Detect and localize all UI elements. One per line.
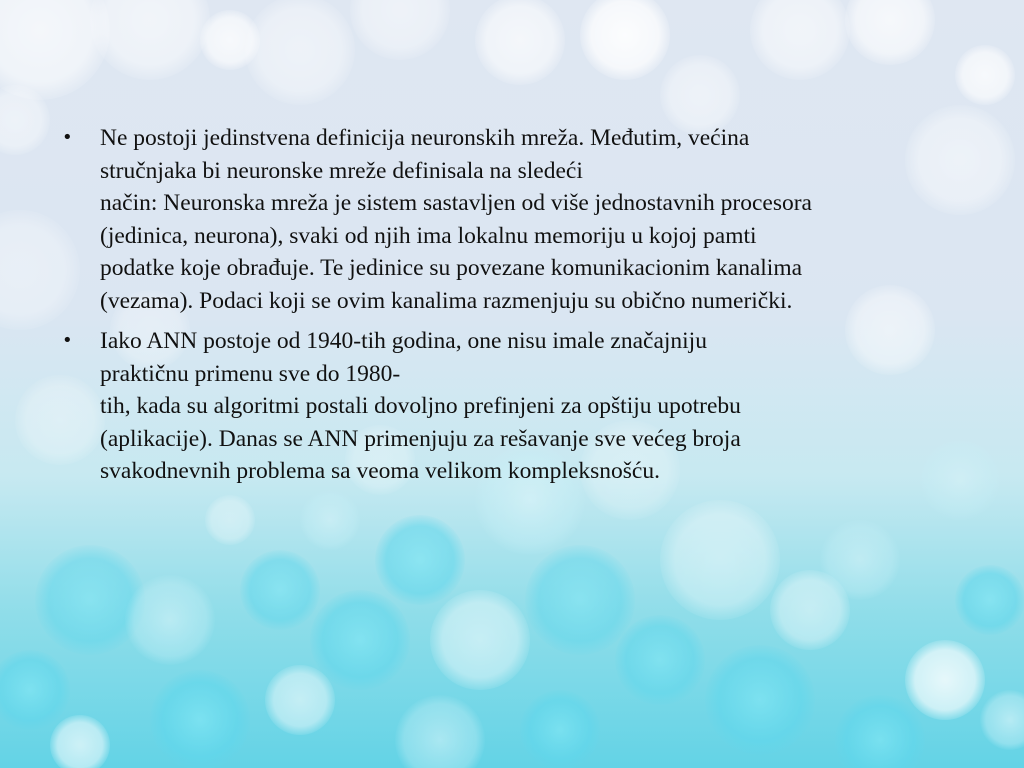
bullet-text-line: (jedinica, neurona), svaki od njih ima lokalnu memoriju u kojoj pamti [100, 222, 757, 249]
bullet-item-history [60, 325, 970, 488]
bullet-text-line: (vezama). Podaci koji se ovim kanalima razmenjuju su obično numerički. [100, 287, 793, 314]
bullet-icon: • [62, 330, 73, 351]
bullet-icon: • [62, 127, 73, 148]
bullet-text-line: svakodnevnih problema sa veoma velikom kompleksnošću. [100, 458, 660, 484]
bullet-text-line: praktičnu primenu sve do 1980- [100, 360, 401, 387]
bullet-item-definition [60, 122, 970, 317]
bullet-text-line: podatke koje obrađuje. Te jedinice su povezane komunikacionim kanalima [100, 255, 803, 281]
bullet-text-line: tih, kada su algoritmi postali dovoljno prefinjeni za opštiju upotrebu [100, 393, 741, 419]
bullet-text-line: način: Neuronska mreža je sistem sastavljen od više jednostavnih procesora [100, 190, 812, 216]
bullet-text-line: Ne postoji jedinstvena definicija neuronskih mreža. Međutim, većina [100, 125, 750, 151]
bullet-text-line: (aplikacije). Danas se ANN primenjuju za rešavanje sve većeg broja [100, 425, 741, 452]
bullet-text-line: Iako ANN postoje od 1940-tih godina, one nisu imale značajniju [100, 328, 707, 354]
slide-content [60, 122, 970, 496]
bullet-text-line: stručnjaka bi neuronske mreže definisala na sledeći [100, 157, 583, 184]
